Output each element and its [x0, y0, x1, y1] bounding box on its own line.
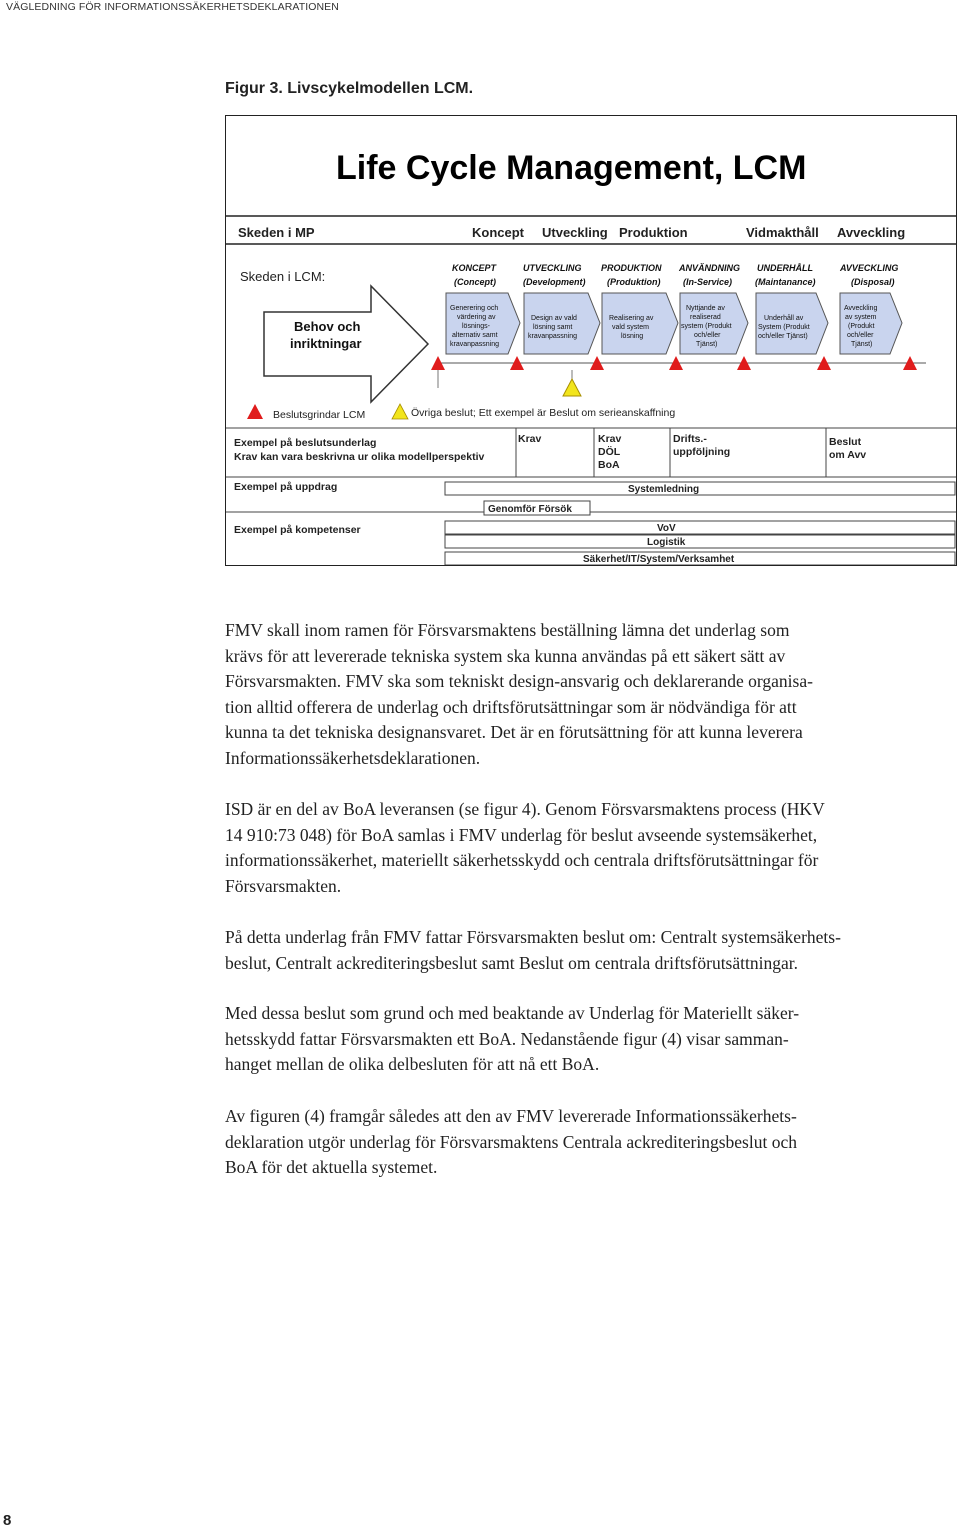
lcm-figure — [225, 115, 957, 566]
phase-box-line: Realisering av — [609, 315, 654, 322]
phase-box-line: Avveckling — [844, 305, 878, 312]
genomfor-forsok-label: Genomför Försök — [488, 504, 572, 515]
text-line: hetsskydd fattar Försvarsmakten ett BoA. Nedanstående figur (4) visar samman- — [225, 1028, 789, 1049]
figure-caption: Figur 3. Livscykelmodellen LCM. — [225, 80, 474, 97]
phase-box-line: lösning — [621, 333, 644, 340]
phase-box-line: System (Produkt — [758, 324, 810, 331]
text-line: ISD är en del av BoA leveransen (se figur 4). Genom Försvarsmaktens process (HKV — [225, 799, 825, 819]
kompetens-bar-vov — [445, 521, 955, 534]
text-line: deklaration utgör underlag för Försvarsmaktens Centrala ackrediteringsbeslut och — [225, 1131, 797, 1152]
mp-phase-koncept: Koncept — [472, 225, 524, 240]
yellow-gate-icon — [563, 379, 581, 396]
beslut-item: Beslut — [829, 436, 862, 448]
phase-box-line: Underhåll av — [764, 315, 804, 322]
kompetens-row-label: Exempel på kompetenser — [234, 524, 361, 536]
paragraph-4 — [225, 1001, 955, 1078]
text-line: beslut, Centralt ackrediteringsbeslut samt Beslut om centrala driftsförutsättningar. — [225, 952, 798, 973]
text-line: tion alltid offerera de underlag och driftsförutsättningar som är nödvändiga för att — [225, 696, 797, 717]
phase-sub: (Produktion) — [607, 277, 661, 287]
phase-sub: (In-Service) — [683, 277, 733, 287]
phase-box-line: alternativ samt — [452, 332, 498, 339]
text-line: Försvarsmakten. FMV ska som tekniskt design-ansvarig och deklarerande organisa- — [225, 671, 813, 692]
text-line: Av figuren (4) framgår således att den av FMV levererade Informationssäkerhets- — [225, 1106, 797, 1126]
lcm-row-label: Skeden i LCM: — [240, 269, 326, 284]
needs-arrow-line2: inriktningar — [290, 336, 362, 351]
phase-box-line: Design av vald — [531, 315, 577, 322]
mp-phase-produktion: Produktion — [619, 225, 688, 240]
kompetens-bar-logistik — [445, 535, 955, 548]
phase-box-line: realiserad — [690, 314, 721, 321]
phase-utveckling — [523, 263, 600, 354]
kompetens-bar-label: VoV — [657, 523, 676, 534]
phase-box-line: lösnings- — [462, 323, 491, 330]
phase-box-line: Generering och — [450, 305, 499, 312]
phase-anvandning — [678, 263, 748, 354]
needs-arrow-line1: Behov och — [294, 319, 361, 334]
text-line: 14 910:73 048) för BoA samlas i FMV underlag för beslut avseende systemsäkerhet, — [225, 824, 818, 845]
beslut-row-label-2: Krav kan vara beskrivna ur olika modellperspektiv — [234, 451, 485, 463]
kompetens-bar-label: Logistik — [647, 537, 686, 548]
phase-box-line: Nyttjande av — [686, 305, 725, 312]
uppdrag-row-label: Exempel på uppdrag — [234, 481, 338, 493]
legend-yellow-label: Övriga beslut; Ett exempel är Beslut om serieanskaffning — [411, 407, 676, 419]
text-line: hanget mellan de olika delbesluten för att nå ett BoA. — [225, 1054, 600, 1075]
phase-avveckling — [839, 263, 902, 354]
systemledning-bar — [445, 482, 955, 495]
legend-red-label: Beslutsgrindar LCM — [273, 409, 366, 421]
beslut-item: uppföljning — [673, 446, 731, 458]
beslut-item: om Avv — [829, 449, 867, 461]
phase-sub: (Maintanance) — [755, 277, 816, 287]
phase-box-line: system (Produkt — [681, 323, 732, 330]
phase-name: KONCEPT — [452, 263, 497, 273]
phase-sub: (Disposal) — [851, 277, 895, 287]
phase-box-line: Tjänst) — [696, 341, 718, 348]
beslut-item: DÖL — [598, 446, 621, 458]
phase-name: UNDERHÅLL — [757, 263, 813, 273]
paragraph-3 — [225, 925, 955, 976]
phase-sub: (Development) — [523, 277, 586, 287]
text-line: Med dessa beslut som grund och med beaktande av Underlag för Materiellt säker- — [225, 1003, 800, 1023]
phase-box-line: (Produkt — [848, 323, 875, 330]
phase-box-line: kravanpassning — [450, 341, 500, 348]
diagram-title: Life Cycle Management, LCM — [336, 149, 807, 187]
phase-sub: (Concept) — [454, 277, 496, 287]
phase-box-line: och/eller — [694, 332, 721, 339]
phase-box-line: och/eller — [847, 332, 874, 339]
phase-box-line: lösning samt — [533, 324, 573, 331]
phase-box-line: värdering av — [457, 314, 496, 321]
text-line: Försvarsmakten. — [225, 875, 342, 896]
beslut-row-label-1: Exempel på beslutsunderlag — [234, 437, 377, 449]
phase-box-line: av system — [845, 314, 877, 321]
phase-box-line: kravanpassning — [528, 333, 578, 340]
phase-name: PRODUKTION — [601, 263, 662, 273]
text-line: Informationssäkerhetsdeklarationen. — [225, 747, 481, 768]
phase-box-line: och/eller Tjänst) — [758, 333, 808, 340]
beslut-item: BoA — [598, 459, 620, 471]
red-legend-icon — [247, 404, 263, 419]
yellow-legend-icon — [392, 404, 408, 419]
phase-name: UTVECKLING — [523, 263, 582, 273]
running-header: VÄGLEDNING FÖR INFORMATIONSSÄKERHETSDEKLARATIONEN — [6, 1, 339, 13]
mp-phase-avveckling: Avveckling — [837, 225, 906, 240]
beslut-item: Krav — [518, 433, 542, 445]
text-line: kunna ta det tekniska designansvaret. Det är en förutsättning för att kunna leverera — [225, 722, 803, 743]
paragraph-1 — [225, 618, 955, 772]
lcm-diagram — [226, 116, 957, 566]
text-line: På detta underlag från FMV fattar Försvarsmakten beslut om: Centralt systemsäkerhets- — [225, 927, 841, 947]
text-line: informationssäkerhet, materiellt säkerhetsskydd och centrala driftsförutsättningar för — [225, 850, 819, 871]
beslut-item: Krav — [598, 433, 622, 445]
phase-name: ANVÄNDNING — [679, 263, 741, 273]
text-line: BoA för det aktuella systemet. — [225, 1157, 438, 1178]
text-line: krävs för att levererade tekniska system ska kunna användas på ett säkert sätt av — [225, 645, 786, 666]
paragraph-5 — [225, 1104, 955, 1181]
phase-box-line: vald system — [612, 324, 649, 331]
beslut-item: Drifts.- — [673, 433, 707, 445]
text-line: FMV skall inom ramen för Försvarsmaktens beställning lämna det underlag som — [225, 620, 790, 640]
mp-row-label: Skeden i MP — [238, 225, 315, 240]
phase-name: AVVECKLING — [840, 263, 899, 273]
mp-phase-vidmakthall: Vidmakthåll — [746, 225, 819, 240]
kompetens-bar-label: Säkerhet/IT/System/Verksamhet — [583, 554, 735, 565]
page-number: 8 — [3, 1512, 12, 1529]
phase-produktion — [601, 263, 678, 354]
systemledning-label: Systemledning — [628, 484, 700, 495]
phase-underhall — [755, 263, 828, 354]
phase-box-line: Tjänst) — [851, 341, 873, 348]
mp-phase-utveckling: Utveckling — [542, 225, 608, 240]
paragraph-2 — [225, 797, 955, 899]
phase-koncept — [446, 263, 520, 354]
